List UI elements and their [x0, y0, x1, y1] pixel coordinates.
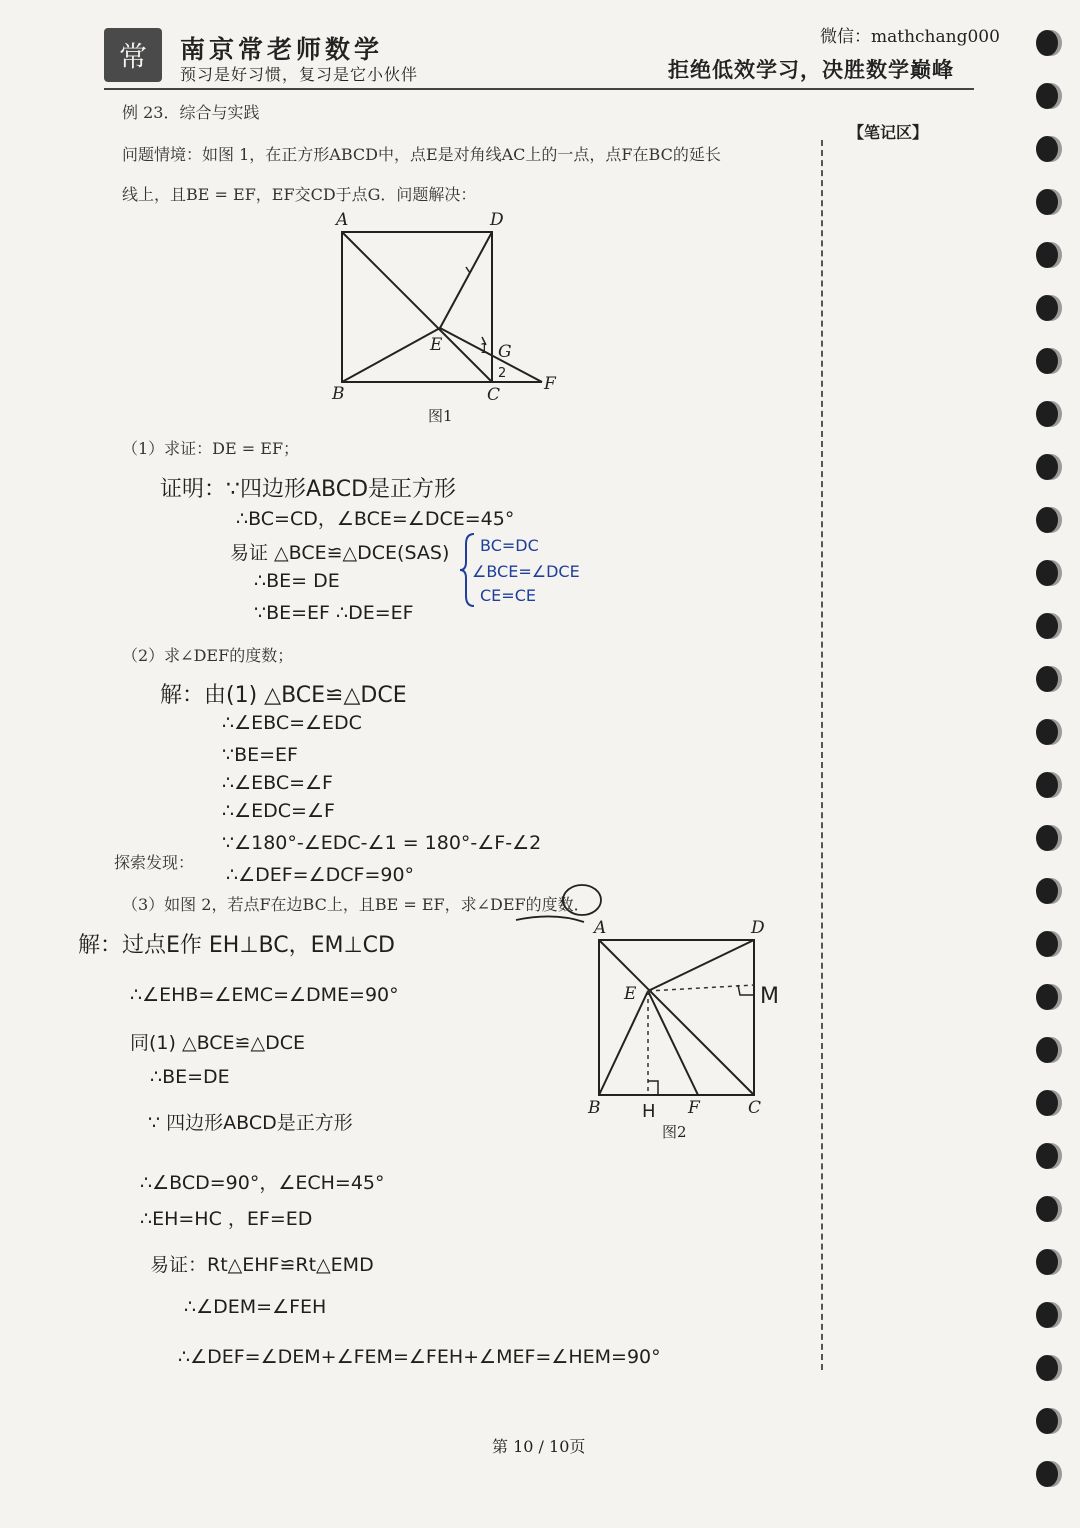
fig2-label-a: A: [594, 918, 607, 938]
fig1-mark-2: 2: [498, 366, 507, 381]
fig1-caption: 图1: [428, 407, 453, 425]
wechat-id: 微信：mathchang000: [820, 27, 1000, 47]
part2-question: （2）求∠DEF的度数；: [122, 646, 294, 665]
sol3-line10: ∴∠DEF=∠DEM+∠FEM=∠FEH+∠MEF=∠HEM=90°: [178, 1346, 661, 1368]
binding-ring: [1036, 560, 1058, 586]
sol3-line5: ∵ 四边形ABCD是正方形: [148, 1112, 353, 1134]
binding-ring: [1036, 242, 1058, 268]
binding-ring: [1036, 401, 1058, 427]
fig1-label-g: G: [498, 342, 512, 362]
brand-slogan: 预习是好习惯，复习是它小伙伴: [180, 65, 419, 84]
fig1-label-e: E: [430, 335, 443, 355]
explore-label: 探索发现：: [114, 853, 195, 872]
binding-ring: [1036, 454, 1058, 480]
binding-ring: [1036, 1196, 1058, 1222]
binding-ring: [1036, 719, 1058, 745]
binding-ring: [1036, 772, 1058, 798]
binding-ring: [1036, 825, 1058, 851]
binding-ring: [1036, 1408, 1058, 1434]
fig2-segment-de: [648, 940, 754, 991]
binding-ring: [1036, 348, 1058, 374]
sol3-line8: 易证：Rt△EHF≌Rt△EMD: [150, 1254, 374, 1276]
sol3-line6: ∴∠BCD=90°，∠ECH=45°: [140, 1172, 385, 1194]
binding-ring: [1036, 189, 1058, 215]
binding-ring: [1036, 83, 1058, 109]
binding-ring: [1036, 931, 1058, 957]
fig2-segment-be: [599, 991, 648, 1095]
binding-ring: [1036, 1355, 1058, 1381]
binding-ring: [1036, 613, 1058, 639]
binding-ring: [1036, 1037, 1058, 1063]
fig2-label-e: E: [624, 984, 637, 1004]
sol2-line7: ∴∠DEF=∠DCF=90°: [226, 864, 415, 886]
fig2-label-c: C: [748, 1098, 762, 1118]
fig1-diagonal-ac: [342, 232, 492, 382]
binding-ring: [1036, 1302, 1058, 1328]
figure-2: [582, 915, 792, 1145]
binding-ring: [1036, 878, 1058, 904]
sol1-brace-item1: BC=DC: [480, 536, 539, 555]
sol3-line1: 解：过点E作 EH⊥BC，EM⊥CD: [78, 933, 395, 958]
page-number: 第 10 / 10页: [492, 1437, 586, 1456]
fig2-right-angle-h: [648, 1081, 658, 1095]
fig2-label-d: D: [751, 918, 765, 938]
sol2-line1: 解：由(1) △BCE≌△DCE: [160, 683, 407, 708]
sol1-line1: 证明：∵四边形ABCD是正方形: [160, 477, 457, 502]
fig1-label-d: D: [490, 210, 504, 230]
binding-ring: [1036, 984, 1058, 1010]
sol1-line4: ∴BE= DE: [254, 570, 340, 592]
brand-logo: [104, 28, 162, 82]
binding-ring: [1036, 136, 1058, 162]
binding-ring: [1036, 1090, 1058, 1116]
brand-motto: 拒绝低效学习，决胜数学巅峰: [668, 57, 954, 82]
sol1-brace-item3: CE=CE: [480, 586, 536, 605]
figure-1: [320, 205, 570, 430]
problem-title: 例 23．综合与实践: [122, 103, 260, 122]
notes-area-label: 【笔记区】: [848, 123, 929, 142]
part1-question: （1）求证：DE = EF；: [122, 439, 300, 458]
fig1-tick-de: [466, 267, 470, 273]
sol1-line3: 易证 △BCE≌△DCE(SAS): [230, 542, 450, 564]
sol3-line3: 同(1) △BCE≌△DCE: [130, 1032, 305, 1054]
notes-divider: [821, 140, 823, 1370]
problem-intro-line1: 问题情境：如图 1，在正方形ABCD中，点E是对角线AC上的一点，点F在BC的延长: [122, 145, 721, 164]
fig1-segment-de: [440, 232, 492, 328]
sol3-line7: ∴EH=HC ，EF=ED: [140, 1208, 313, 1230]
fig1-label-a: A: [336, 210, 349, 230]
brand-name: 南京常老师数学: [180, 35, 384, 64]
binding-ring: [1036, 507, 1058, 533]
fig2-label-b: B: [588, 1098, 601, 1118]
sol1-line2: ∴BC=CD，∠BCE=∠DCE=45°: [236, 508, 515, 530]
fig2-right-angle-m: [738, 985, 754, 995]
sol2-line5: ∴∠EDC=∠F: [222, 800, 335, 822]
part3-question: （3）如图 2，若点F在边BC上，且BE = EF，求∠DEF的度数．: [122, 895, 590, 914]
sol2-line2: ∴∠EBC=∠EDC: [222, 712, 362, 734]
fig2-label-h: H: [642, 1101, 656, 1122]
fig1-label-c: C: [487, 385, 501, 405]
fig1-label-b: B: [332, 384, 345, 404]
binding-ring: [1036, 1249, 1058, 1275]
sol2-line4: ∴∠EBC=∠F: [222, 772, 333, 794]
binding-ring: [1036, 1143, 1058, 1169]
fig2-label-f: F: [688, 1098, 700, 1118]
sol3-line2: ∴∠EHB=∠EMC=∠DME=90°: [130, 984, 399, 1006]
fig2-caption: 图2: [662, 1123, 687, 1141]
fig2-segment-ef: [648, 991, 698, 1095]
binding-ring: [1036, 1461, 1058, 1487]
fig1-mark-1: 1: [480, 342, 489, 357]
sol2-line6: ∵∠180°-∠EDC-∠1 = 180°-∠F-∠2: [222, 832, 542, 854]
header-rule: [104, 88, 974, 90]
binding-ring: [1036, 666, 1058, 692]
fig2-label-m: M: [760, 984, 779, 1009]
sol3-line4: ∴BE=DE: [150, 1066, 230, 1088]
fig1-label-f: F: [544, 374, 556, 394]
binding-rings: [1030, 20, 1080, 1520]
problem-intro-line2: 线上，且BE = EF，EF交CD于点G．问题解决：: [122, 185, 477, 204]
binding-ring: [1036, 30, 1058, 56]
binding-ring: [1036, 295, 1058, 321]
sol3-line9: ∴∠DEM=∠FEH: [184, 1296, 327, 1318]
sol1-brace-item2: ∠BCE=∠DCE: [472, 562, 580, 581]
sol2-line3: ∵BE=EF: [222, 744, 298, 766]
sol1-line5: ∵BE=EF ∴DE=EF: [254, 602, 414, 624]
logo-char: 常: [118, 40, 147, 73]
fig1-segment-be: [342, 328, 440, 382]
fig2-diagonal-ac: [599, 940, 754, 1095]
